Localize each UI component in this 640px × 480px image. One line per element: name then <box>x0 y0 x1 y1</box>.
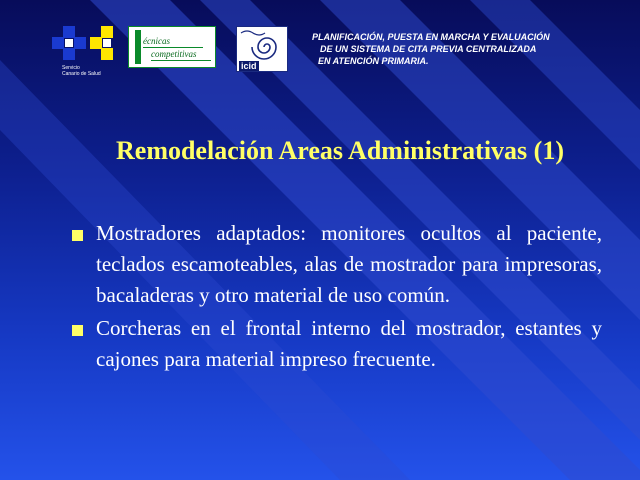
icid-logo-label: icid <box>241 61 257 71</box>
scs-logo-text <box>62 65 101 77</box>
bullet-item <box>72 218 602 311</box>
header-title <box>312 31 622 67</box>
tecnicas-logo-line1: écnicas <box>143 36 170 46</box>
square-bullet-icon <box>72 325 83 336</box>
scs-logo-line1: Servicio <box>62 65 80 71</box>
tecnicas-competitivas-logo <box>128 26 216 68</box>
icid-logo <box>236 26 288 72</box>
bullet-text: Corcheras en el frontal interno del mostrador, estantes y cajones para material impreso frecuente. <box>96 316 602 371</box>
bullet-list <box>72 218 602 377</box>
logo-underline <box>151 60 211 61</box>
scs-logo-line2: Canario de Salud <box>62 71 101 77</box>
slide-title: Remodelación Areas Administrativas (1) <box>116 136 564 165</box>
header-line2: DE UN SISTEMA DE CITA PREVIA CENTRALIZADA <box>320 44 537 54</box>
header-line1: PLANIFICACIÓN, PUESTA EN MARCHA Y EVALUACIÓN <box>312 32 550 42</box>
blue-yellow-cross-logo-icon <box>50 24 120 64</box>
tecnicas-logo-line2: competitivas <box>151 49 197 59</box>
header-line3: EN ATENCIÓN PRIMARIA. <box>318 56 429 66</box>
square-bullet-icon <box>72 230 83 241</box>
bullet-text: Mostradores adaptados: monitores ocultos al paciente, teclados escamoteables, alas de mostrador para impresoras, bacaladeras y otro material de uso común. <box>96 221 602 307</box>
logo-green-bar <box>135 30 141 64</box>
bullet-item <box>72 313 602 375</box>
logo-underline <box>143 47 203 48</box>
